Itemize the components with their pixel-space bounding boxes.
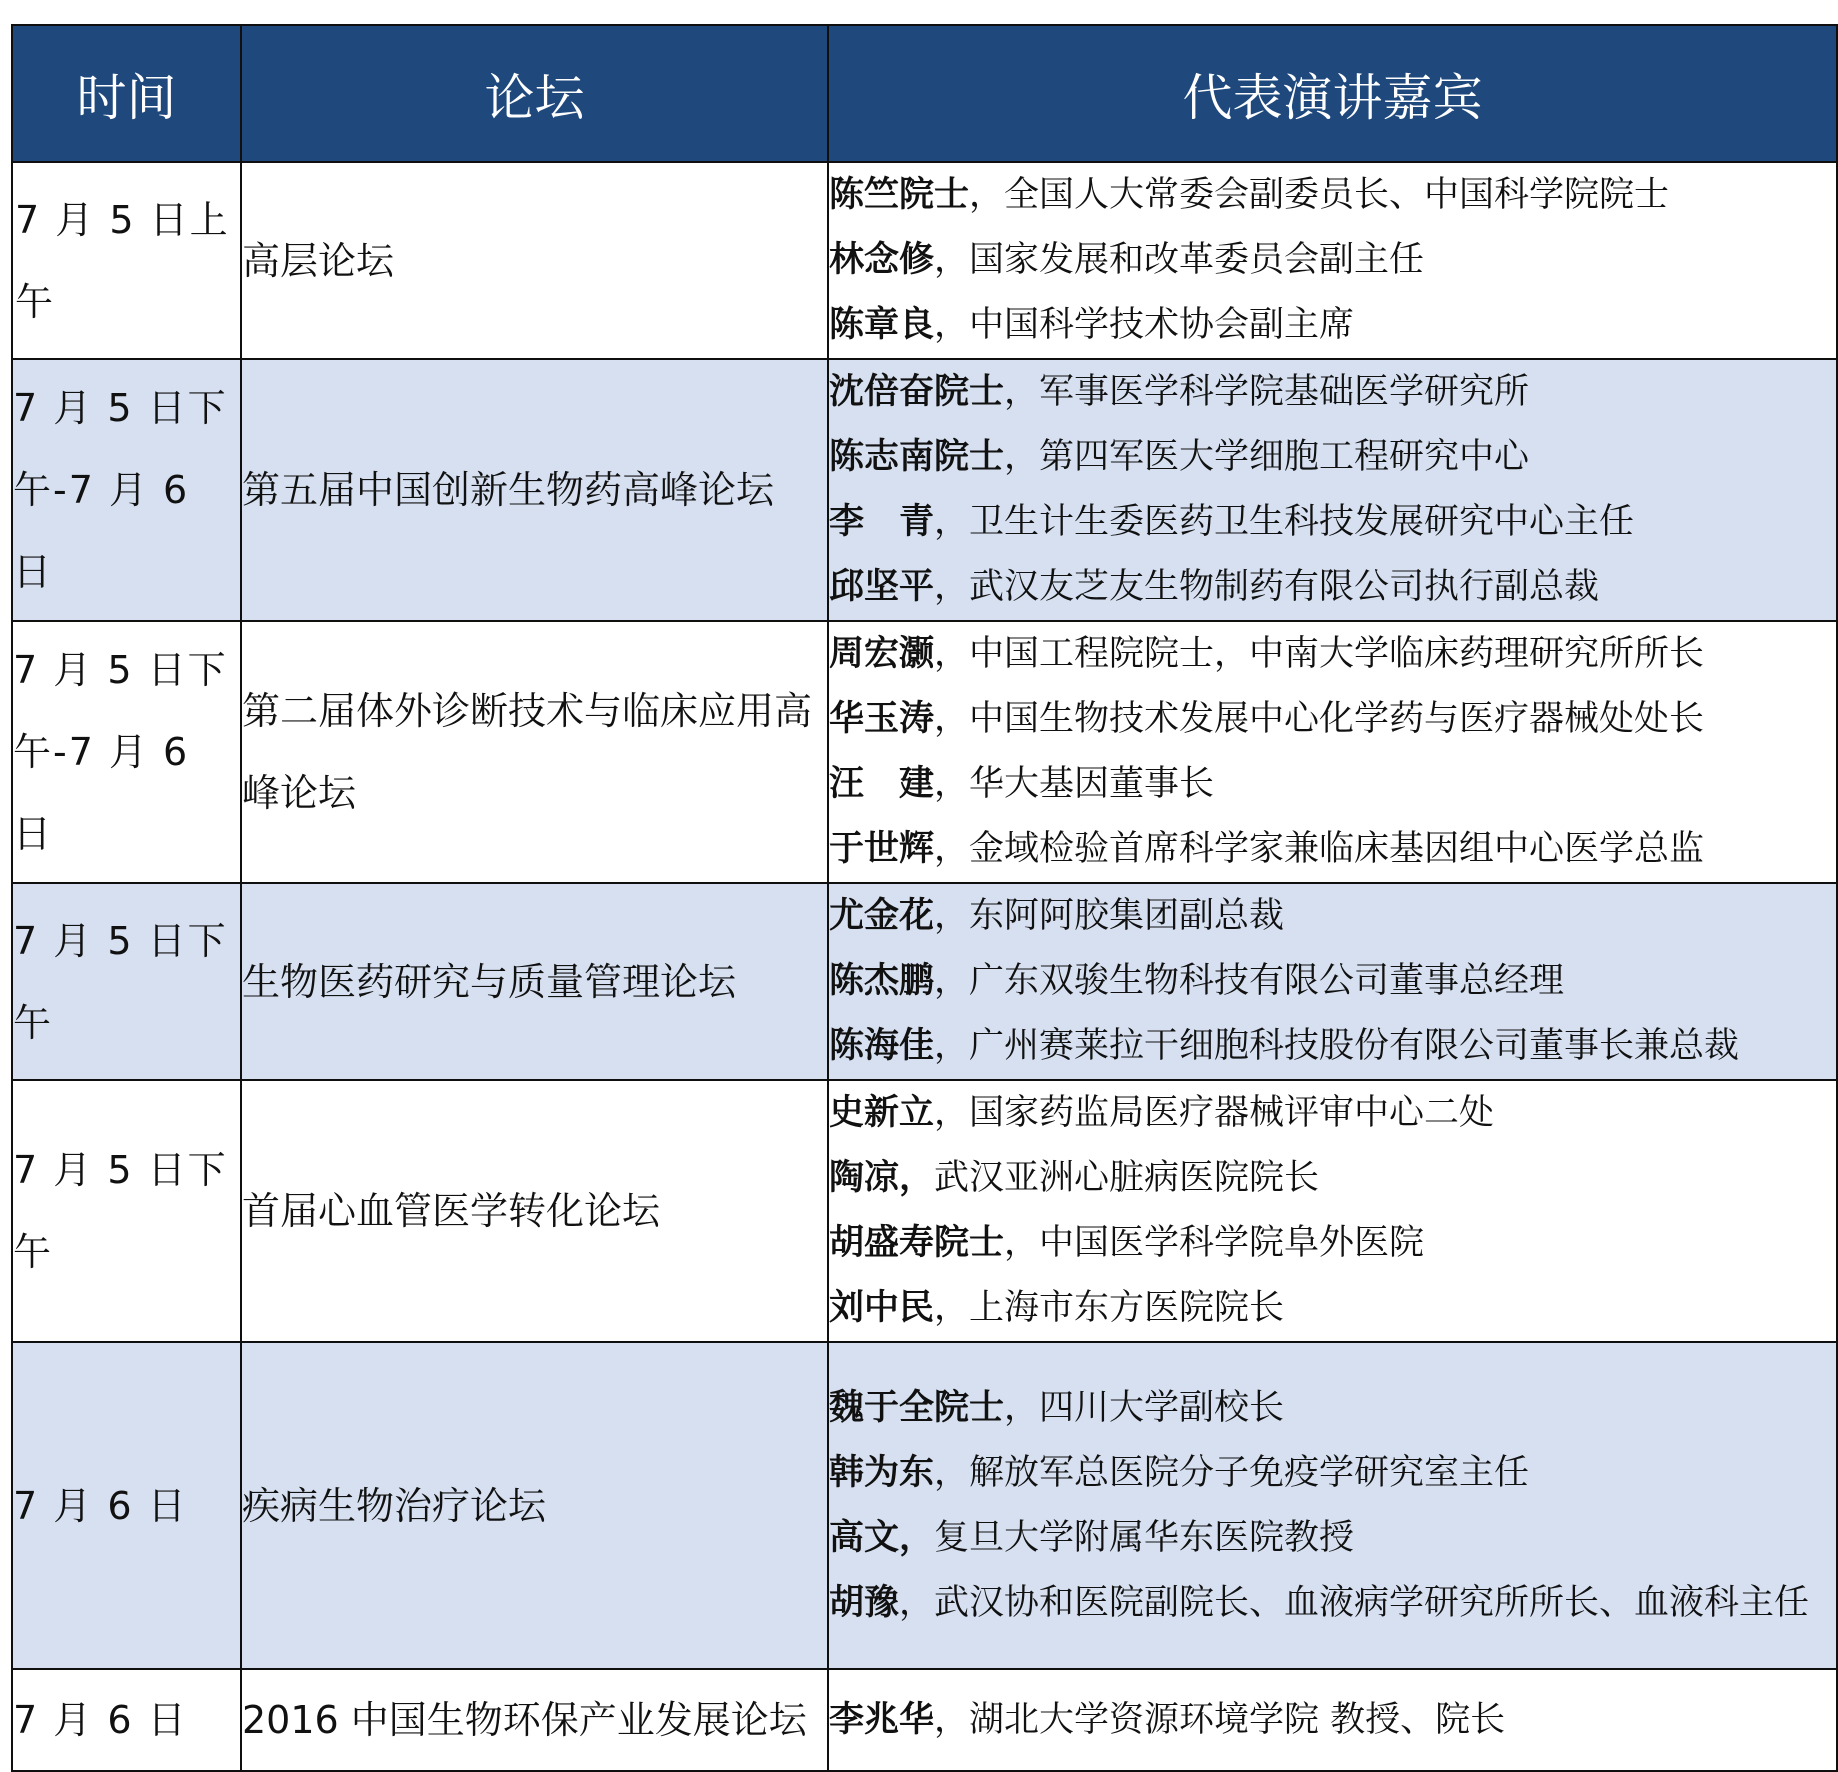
speaker-entry: [829, 360, 1836, 425]
speaker-desc: ，东阿阿胶集团副总裁: [934, 896, 1285, 936]
speaker-desc: ，解放军总医院分子免疫学研究室主任: [934, 1452, 1530, 1493]
speaker-desc: ，国家药监局医疗器械评审中心二处: [934, 1093, 1495, 1133]
speaker-entry: [829, 949, 1836, 1014]
speaker-entry: [829, 490, 1836, 555]
table-row: [12, 621, 1837, 883]
speaker-entry: [829, 555, 1836, 620]
speaker-desc: ，广东双骏生物科技有限公司董事总经理: [934, 961, 1565, 1001]
speaker-desc: ，国家发展和改革委员会副主任: [934, 240, 1425, 280]
speaker-name: 林念修: [829, 240, 935, 280]
speaker-name: 陈竺院士: [829, 175, 970, 215]
speaker-entry: [829, 293, 1836, 358]
speaker-entry: [829, 163, 1836, 228]
forum-cell: 高层论坛: [241, 162, 828, 359]
speaker-entry: [829, 425, 1836, 490]
header-row: [12, 25, 1837, 162]
speaker-entry: [829, 1441, 1836, 1506]
speakers-cell: [828, 1342, 1837, 1669]
speaker-desc: ，武汉友芝友生物制药有限公司执行副总裁: [934, 567, 1600, 607]
speakers-cell: [828, 1669, 1837, 1771]
speaker-name: 沈倍奋院士: [829, 372, 1005, 412]
speaker-name: 陈海佳: [829, 1026, 935, 1066]
table-row: [12, 1342, 1837, 1669]
speaker-entry: [829, 1211, 1836, 1276]
speaker-name: 陈志南院士: [829, 437, 1005, 477]
table-row: [12, 359, 1837, 621]
time-cell: 7 月 6 日: [12, 1669, 241, 1771]
speaker-name: 陶凉，: [829, 1158, 935, 1198]
speaker-name: 史新立: [829, 1093, 935, 1133]
speaker-name: 汪 建: [829, 764, 935, 804]
speaker-name: 周宏灏: [829, 634, 935, 674]
speaker-entry: [829, 687, 1836, 752]
speaker-name: 陈杰鹏: [829, 961, 935, 1001]
speaker-desc: ，中国生物技术发展中心化学药与医疗器械处处长: [934, 699, 1705, 739]
speaker-desc: ，上海市东方医院院长: [934, 1288, 1285, 1328]
speaker-entry: [829, 1081, 1836, 1146]
speaker-entry: [829, 1014, 1836, 1079]
speaker-desc: ，湖北大学资源环境学院 教授、院长: [934, 1699, 1506, 1740]
forum-cell: 首届心血管医学转化论坛: [241, 1080, 828, 1342]
forum-cell: 生物医药研究与质量管理论坛: [241, 883, 828, 1080]
speaker-entry: [829, 622, 1836, 687]
speaker-desc: ，第四军医大学细胞工程研究中心: [1004, 437, 1530, 477]
speaker-name: 尤金花: [829, 896, 935, 936]
speaker-desc: ，中国工程院院士，中南大学临床药理研究所所长: [934, 634, 1705, 674]
forum-cell: 第五届中国创新生物药高峰论坛: [241, 359, 828, 621]
table-row: [12, 162, 1837, 359]
speaker-name: 魏于全院士: [829, 1387, 1005, 1428]
speakers-cell: [828, 621, 1837, 883]
header-forum: 论坛: [241, 25, 828, 162]
forum-cell: 第二届体外诊断技术与临床应用高峰论坛: [241, 621, 828, 883]
speaker-desc: ，卫生计生委医药卫生科技发展研究中心主任: [934, 502, 1635, 542]
speaker-desc: ，华大基因董事长: [934, 764, 1215, 804]
schedule-table: [11, 24, 1838, 1772]
speaker-name: 李 青: [829, 502, 935, 542]
speakers-cell: [828, 883, 1837, 1080]
speaker-desc: ，全国人大常委会副委员长、中国科学院院士: [969, 175, 1670, 215]
forum-cell: 2016 中国生物环保产业发展论坛: [241, 1669, 828, 1771]
speaker-entry: [829, 884, 1836, 949]
speaker-desc: ，四川大学副校长: [1004, 1387, 1285, 1428]
speaker-desc: 武汉亚洲心脏病医院院长: [934, 1158, 1320, 1198]
header-time: 时间: [12, 25, 241, 162]
speaker-name: 陈章良: [829, 305, 935, 345]
speaker-desc: ，中国科学技术协会副主席: [934, 305, 1355, 345]
speaker-desc: ，军事医学科学院基础医学研究所: [1004, 372, 1530, 412]
table-row: [12, 883, 1837, 1080]
speaker-desc: ，广州赛莱拉干细胞科技股份有限公司董事长兼总裁: [934, 1026, 1740, 1066]
speaker-name: 于世辉: [829, 829, 935, 869]
speaker-name: 胡盛寿院士: [829, 1223, 1005, 1263]
speaker-entry: [829, 1276, 1836, 1341]
time-cell: 7 月 5 日上午: [12, 162, 241, 359]
speaker-name: 刘中民: [829, 1288, 935, 1328]
table-row: [12, 1669, 1837, 1771]
speaker-desc: ，金域检验首席科学家兼临床基因组中心医学总监: [934, 829, 1705, 869]
time-cell: 7 月 6 日: [12, 1342, 241, 1669]
speaker-entry: [829, 817, 1836, 882]
speaker-entry: [829, 228, 1836, 293]
speaker-desc: ，中国医学科学院阜外医院: [1004, 1223, 1425, 1263]
speaker-entry: [829, 1571, 1836, 1636]
speaker-desc: 复旦大学附属华东医院教授: [934, 1517, 1355, 1558]
time-cell: 7 月 5 日下午-7 月 6 日: [12, 621, 241, 883]
speakers-cell: [828, 359, 1837, 621]
forum-cell: 疾病生物治疗论坛: [241, 1342, 828, 1669]
header-speakers: 代表演讲嘉宾: [828, 25, 1837, 162]
speaker-desc: ，武汉协和医院副院长、血液病学研究所所长、血液科主任: [899, 1582, 1810, 1623]
speaker-name: 韩为东: [829, 1452, 935, 1493]
speaker-entry: [829, 1376, 1836, 1441]
time-cell: 7 月 5 日下午: [12, 1080, 241, 1342]
speakers-cell: [828, 162, 1837, 359]
time-cell: 7 月 5 日下午: [12, 883, 241, 1080]
speaker-entry: [829, 1506, 1836, 1571]
speaker-name: 胡豫: [829, 1582, 900, 1623]
time-cell: 7 月 5 日下午-7 月 6 日: [12, 359, 241, 621]
speaker-entry: [829, 1688, 1836, 1753]
speakers-cell: [828, 1080, 1837, 1342]
speaker-entry: [829, 752, 1836, 817]
speaker-name: 高文，: [829, 1517, 935, 1558]
speaker-name: 邱坚平: [829, 567, 935, 607]
speaker-name: 华玉涛: [829, 699, 935, 739]
speaker-name: 李兆华: [829, 1699, 935, 1740]
schedule-table-wrapper: [11, 24, 1838, 1772]
speaker-entry: [829, 1146, 1836, 1211]
table-row: [12, 1080, 1837, 1342]
